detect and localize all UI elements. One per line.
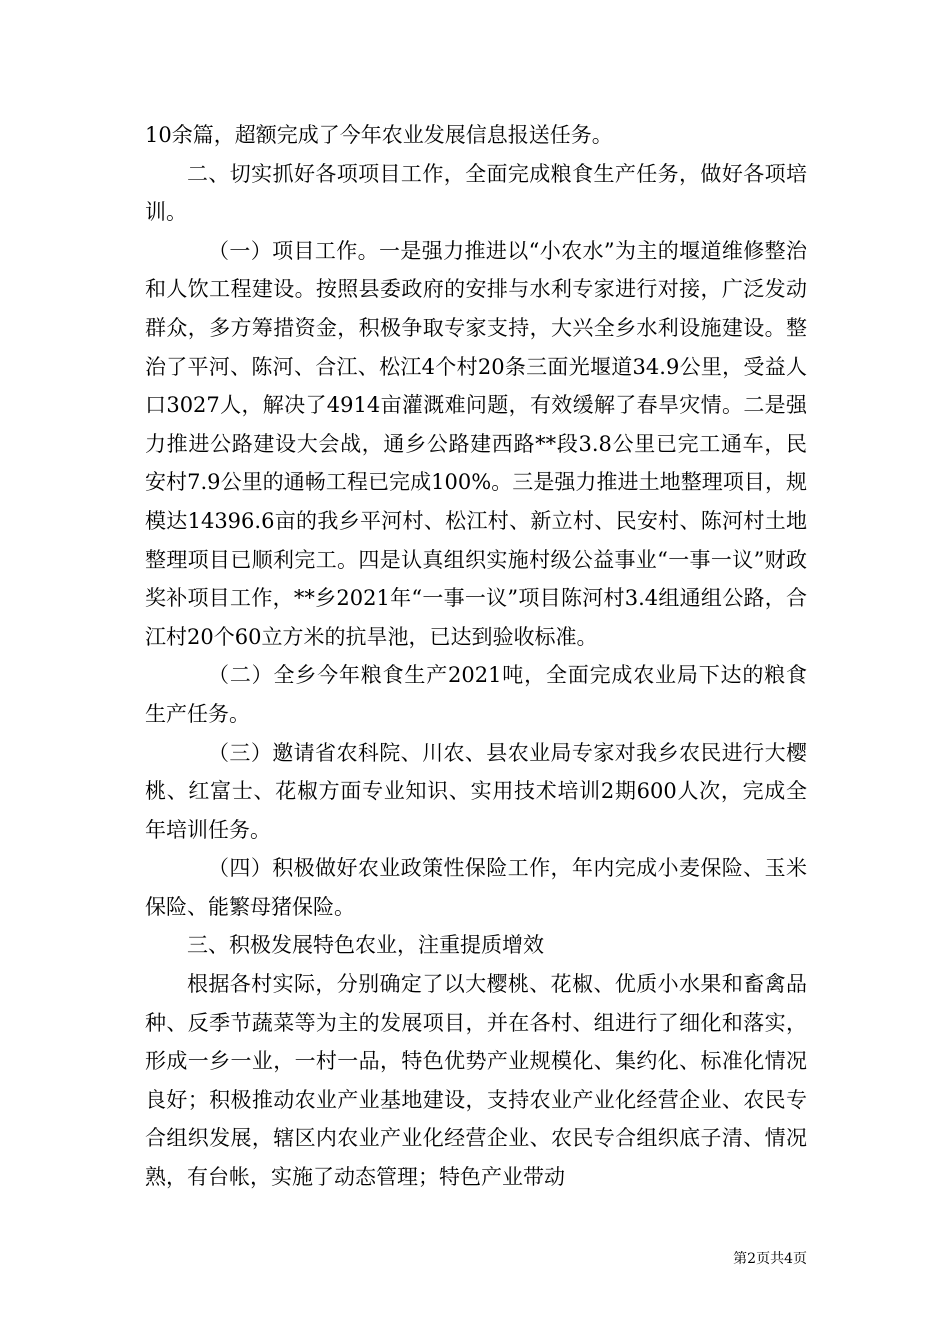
section-heading-three: 三、积极发展特色农业，注重提质增效: [187, 933, 544, 958]
paragraph-project-work: （一）项目工作。一是强力推进以“小农水”为主的堰道维修整治和人饮工程建设。按照县委政府的安排与水利专家进行对接，广泛发动群众，多方筹措资金，积极争取专家支持，大兴全乡水利设施建设。整治了平河、陈河、合江、松江4个村20条三面光堰道34.9公里，受益人口3027人，解决了4914亩灌溉难问题，有效缓解了春旱灾情。二是强力推进公路建设大会战，通乡公路建西路**段3.8公里已完工通车，民安村7.9公里的通畅工程已完成100%。三是强力推进土地整理项目，规模达14396.6亩的我乡平河村、松江村、新立村、民安村、陈河村土地整理项目已顺利完工。四是认真组织实施村级公益事业“一事一议”财政奖补项目工作，**乡2021年“一事一议”项目陈河村3.4组通组公路，合江村20个60立方米的抗旱池，已达到验收标准。: [145, 238, 807, 649]
document-body: [145, 116, 807, 1197]
paragraph-continuation: 10余篇，超额完成了今年农业发展信息报送任务。: [145, 123, 613, 147]
paragraph-specialty-agriculture: 根据各村实际，分别确定了以大樱桃、花椒、优质小水果和畜禽品种、反季节蔬菜等为主的发展项目，并在各村、组进行了细化和落实，形成一乡一业，一村一品，特色优势产业规模化、集约化、标准化情况良好；积极推动农业产业基地建设，支持农业产业化经营企业、农民专合组织发展，辖区内农业产业化经营企业、农民专合组织底子清、情况熟，有台帐，实施了动态管理；特色产业带动: [145, 972, 807, 1190]
paragraph-training: （三）邀请省农科院、川农、县农业局专家对我乡农民进行大樱桃、红富士、花椒方面专业知识、实用技术培训2期600人次，完成全年培训任务。: [145, 740, 807, 842]
paragraph-insurance: （四）积极做好农业政策性保险工作，年内完成小麦保险、玉米保险、能繁母猪保险。: [145, 856, 807, 919]
section-heading-two: 二、切实抓好各项项目工作，全面完成粮食生产任务，做好各项培训。: [145, 161, 807, 225]
page-number: 第2页共4页: [733, 1251, 807, 1267]
paragraph-grain-production: （二）全乡今年粮食生产2021吨，全面完成农业局下达的粮食生产任务。: [145, 663, 807, 726]
